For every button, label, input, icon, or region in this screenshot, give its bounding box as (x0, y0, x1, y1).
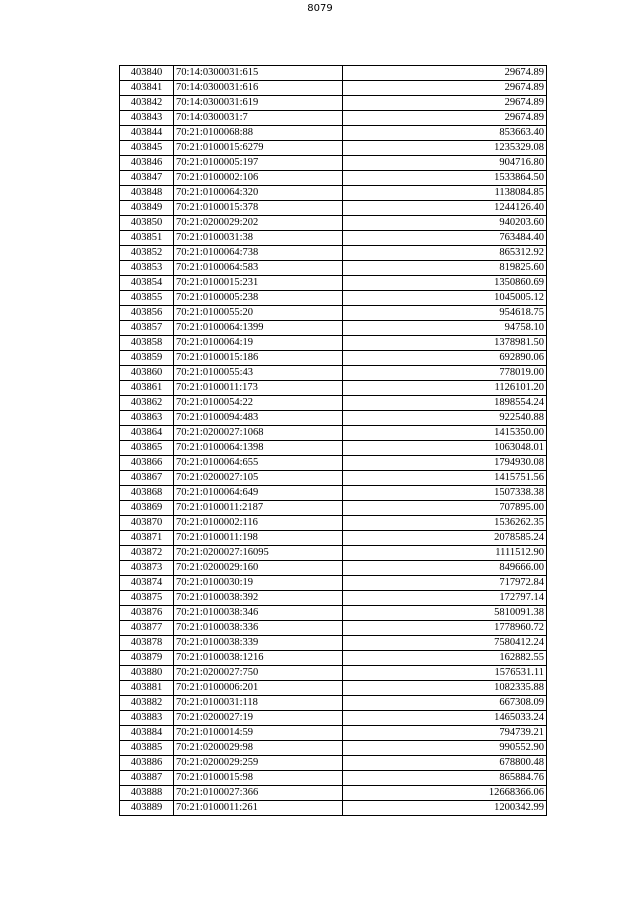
table-row (120, 696, 547, 711)
cadastral-value-cell: 1111512.90 (343, 546, 547, 561)
row-number-cell: 403861 (120, 381, 174, 396)
row-number-cell: 403860 (120, 366, 174, 381)
row-number-cell: 403846 (120, 156, 174, 171)
cadastral-number-cell: 70:21:0100015:186 (174, 351, 343, 366)
cadastral-number-cell: 70:21:0100038:339 (174, 636, 343, 651)
table-row (120, 186, 547, 201)
cadastral-number-cell: 70:14:0300031:619 (174, 96, 343, 111)
cadastral-number-cell: 70:21:0100015:231 (174, 276, 343, 291)
cadastral-number-cell: 70:21:0100055:20 (174, 306, 343, 321)
row-number-cell: 403844 (120, 126, 174, 141)
cadastral-value-cell: 707895.00 (343, 501, 547, 516)
cadastral-number-cell: 70:21:0200029:202 (174, 216, 343, 231)
cadastral-number-cell: 70:21:0100011:2187 (174, 501, 343, 516)
row-number-cell: 403862 (120, 396, 174, 411)
cadastral-number-cell: 70:21:0100014:59 (174, 726, 343, 741)
table-row (120, 276, 547, 291)
table-row (120, 711, 547, 726)
cadastral-value-cell: 162882.55 (343, 651, 547, 666)
cadastral-value-cell: 954618.75 (343, 306, 547, 321)
cadastral-value-cell: 763484.40 (343, 231, 547, 246)
cadastral-value-cell: 5810091.38 (343, 606, 547, 621)
row-number-cell: 403887 (120, 771, 174, 786)
table-row (120, 426, 547, 441)
cadastral-value-cell: 29674.89 (343, 111, 547, 126)
row-number-cell: 403855 (120, 291, 174, 306)
cadastral-value-cell: 1378981.50 (343, 336, 547, 351)
row-number-cell: 403875 (120, 591, 174, 606)
cadastral-value-cell: 667308.09 (343, 696, 547, 711)
cadastral-number-cell: 70:21:0100064:649 (174, 486, 343, 501)
row-number-cell: 403865 (120, 441, 174, 456)
table-row (120, 606, 547, 621)
row-number-cell: 403850 (120, 216, 174, 231)
cadastral-number-cell: 70:21:0200027:1068 (174, 426, 343, 441)
row-number-cell: 403857 (120, 321, 174, 336)
cadastral-value-cell: 940203.60 (343, 216, 547, 231)
cadastral-number-cell: 70:21:0100064:583 (174, 261, 343, 276)
row-number-cell: 403880 (120, 666, 174, 681)
cadastral-number-cell: 70:21:0200029:98 (174, 741, 343, 756)
table-row (120, 441, 547, 456)
cadastral-value-cell: 1415751.56 (343, 471, 547, 486)
cadastral-number-cell: 70:14:0300031:616 (174, 81, 343, 96)
cadastral-number-cell: 70:21:0200027:16095 (174, 546, 343, 561)
table-row (120, 411, 547, 426)
cadastral-value-cell: 849666.00 (343, 561, 547, 576)
row-number-cell: 403858 (120, 336, 174, 351)
cadastral-value-cell: 1465033.24 (343, 711, 547, 726)
row-number-cell: 403885 (120, 741, 174, 756)
cadastral-value-cell: 678800.48 (343, 756, 547, 771)
table-row (120, 621, 547, 636)
cadastral-value-cell: 1507338.38 (343, 486, 547, 501)
table-row (120, 636, 547, 651)
table-row (120, 381, 547, 396)
cadastral-number-cell: 70:21:0100030:19 (174, 576, 343, 591)
cadastral-value-cell: 865312.92 (343, 246, 547, 261)
table-row (120, 321, 547, 336)
cadastral-value-cell: 1415350.00 (343, 426, 547, 441)
cadastral-value-cell: 819825.60 (343, 261, 547, 276)
row-number-cell: 403878 (120, 636, 174, 651)
row-number-cell: 403872 (120, 546, 174, 561)
row-number-cell: 403856 (120, 306, 174, 321)
row-number-cell: 403874 (120, 576, 174, 591)
cadastral-value-cell: 2078585.24 (343, 531, 547, 546)
table-row (120, 486, 547, 501)
row-number-cell: 403853 (120, 261, 174, 276)
table-row (120, 111, 547, 126)
cadastral-value-cell: 717972.84 (343, 576, 547, 591)
table-row (120, 576, 547, 591)
table-row (120, 561, 547, 576)
table-row (120, 141, 547, 156)
cadastral-value-cell: 1045005.12 (343, 291, 547, 306)
cadastral-value-cell: 29674.89 (343, 96, 547, 111)
cadastral-value-cell: 778019.00 (343, 366, 547, 381)
table-row (120, 786, 547, 801)
cadastral-number-cell: 70:21:0100011:198 (174, 531, 343, 546)
cadastral-number-cell: 70:21:0100064:320 (174, 186, 343, 201)
table-row (120, 156, 547, 171)
cadastral-number-cell: 70:21:0100006:201 (174, 681, 343, 696)
cadastral-value-cell: 1235329.08 (343, 141, 547, 156)
row-number-cell: 403881 (120, 681, 174, 696)
cadastral-value-cell: 1898554.24 (343, 396, 547, 411)
cadastral-number-cell: 70:21:0200029:160 (174, 561, 343, 576)
table-body (120, 66, 547, 816)
cadastral-value-cell: 1536262.35 (343, 516, 547, 531)
table-row (120, 756, 547, 771)
row-number-cell: 403879 (120, 651, 174, 666)
cadastral-number-cell: 70:21:0200027:19 (174, 711, 343, 726)
row-number-cell: 403873 (120, 561, 174, 576)
cadastral-number-cell: 70:21:0100005:197 (174, 156, 343, 171)
table-row (120, 216, 547, 231)
cadastral-number-cell: 70:21:0100055:43 (174, 366, 343, 381)
row-number-cell: 403868 (120, 486, 174, 501)
table-row (120, 96, 547, 111)
cadastral-number-cell: 70:21:0100015:378 (174, 201, 343, 216)
cadastral-number-cell: 70:21:0100038:1216 (174, 651, 343, 666)
cadastral-number-cell: 70:14:0300031:615 (174, 66, 343, 81)
cadastral-number-cell: 70:21:0100064:738 (174, 246, 343, 261)
cadastral-value-cell: 1576531.11 (343, 666, 547, 681)
table-row (120, 351, 547, 366)
table-row (120, 771, 547, 786)
cadastral-number-cell: 70:21:0100064:1399 (174, 321, 343, 336)
cadastral-value-cell: 1778960.72 (343, 621, 547, 636)
table-row (120, 201, 547, 216)
cadastral-number-cell: 70:21:0100038:392 (174, 591, 343, 606)
cadastral-value-cell: 12668366.06 (343, 786, 547, 801)
cadastral-value-cell: 94758.10 (343, 321, 547, 336)
cadastral-value-cell: 1082335.88 (343, 681, 547, 696)
row-number-cell: 403889 (120, 801, 174, 816)
cadastral-value-table (119, 65, 547, 816)
row-number-cell: 403886 (120, 756, 174, 771)
row-number-cell: 403871 (120, 531, 174, 546)
row-number-cell: 403848 (120, 186, 174, 201)
cadastral-number-cell: 70:14:0300031:7 (174, 111, 343, 126)
row-number-cell: 403884 (120, 726, 174, 741)
row-number-cell: 403847 (120, 171, 174, 186)
cadastral-value-cell: 1063048.01 (343, 441, 547, 456)
cadastral-value-cell: 922540.88 (343, 411, 547, 426)
cadastral-value-cell: 1533864.50 (343, 171, 547, 186)
row-number-cell: 403888 (120, 786, 174, 801)
row-number-cell: 403876 (120, 606, 174, 621)
row-number-cell: 403859 (120, 351, 174, 366)
row-number-cell: 403870 (120, 516, 174, 531)
cadastral-value-cell: 853663.40 (343, 126, 547, 141)
cadastral-number-cell: 70:21:0100054:22 (174, 396, 343, 411)
table-row (120, 591, 547, 606)
cadastral-value-cell: 904716.80 (343, 156, 547, 171)
table-row (120, 306, 547, 321)
cadastral-number-cell: 70:21:0100064:19 (174, 336, 343, 351)
table-row (120, 126, 547, 141)
cadastral-number-cell: 70:21:0100011:173 (174, 381, 343, 396)
cadastral-value-cell: 1794930.08 (343, 456, 547, 471)
row-number-cell: 403867 (120, 471, 174, 486)
table-row (120, 546, 547, 561)
cadastral-number-cell: 70:21:0100002:106 (174, 171, 343, 186)
table-row (120, 516, 547, 531)
cadastral-number-cell: 70:21:0100005:238 (174, 291, 343, 306)
table-row (120, 726, 547, 741)
table-row (120, 741, 547, 756)
row-number-cell: 403864 (120, 426, 174, 441)
cadastral-number-cell: 70:21:0100064:655 (174, 456, 343, 471)
row-number-cell: 403863 (120, 411, 174, 426)
table-row (120, 471, 547, 486)
table-row (120, 666, 547, 681)
cadastral-number-cell: 70:21:0100094:483 (174, 411, 343, 426)
row-number-cell: 403866 (120, 456, 174, 471)
table-row (120, 681, 547, 696)
cadastral-number-cell: 70:21:0100038:346 (174, 606, 343, 621)
table-row (120, 66, 547, 81)
cadastral-value-cell: 29674.89 (343, 66, 547, 81)
cadastral-number-cell: 70:21:0200027:105 (174, 471, 343, 486)
cadastral-number-cell: 70:21:0100068:88 (174, 126, 343, 141)
row-number-cell: 403841 (120, 81, 174, 96)
cadastral-value-cell: 1126101.20 (343, 381, 547, 396)
cadastral-value-cell: 865884.76 (343, 771, 547, 786)
cadastral-number-cell: 70:21:0100064:1398 (174, 441, 343, 456)
table-row (120, 171, 547, 186)
table-row (120, 651, 547, 666)
cadastral-number-cell: 70:21:0100031:38 (174, 231, 343, 246)
row-number-cell: 403851 (120, 231, 174, 246)
cadastral-value-cell: 172797.14 (343, 591, 547, 606)
table-row (120, 336, 547, 351)
cadastral-value-cell: 29674.89 (343, 81, 547, 96)
cadastral-value-cell: 1200342.99 (343, 801, 547, 816)
cadastral-value-cell: 990552.90 (343, 741, 547, 756)
cadastral-number-cell: 70:21:0100031:118 (174, 696, 343, 711)
table-row (120, 366, 547, 381)
table-row (120, 531, 547, 546)
row-number-cell: 403845 (120, 141, 174, 156)
table-row (120, 501, 547, 516)
row-number-cell: 403854 (120, 276, 174, 291)
row-number-cell: 403849 (120, 201, 174, 216)
cadastral-value-cell: 692890.06 (343, 351, 547, 366)
row-number-cell: 403869 (120, 501, 174, 516)
row-number-cell: 403843 (120, 111, 174, 126)
row-number-cell: 403840 (120, 66, 174, 81)
cadastral-number-cell: 70:21:0200027:750 (174, 666, 343, 681)
cadastral-number-cell: 70:21:0100002:116 (174, 516, 343, 531)
table-row (120, 396, 547, 411)
row-number-cell: 403852 (120, 246, 174, 261)
cadastral-value-cell: 1138084.85 (343, 186, 547, 201)
cadastral-number-cell: 70:21:0100011:261 (174, 801, 343, 816)
table-row (120, 261, 547, 276)
cadastral-number-cell: 70:21:0100027:366 (174, 786, 343, 801)
row-number-cell: 403882 (120, 696, 174, 711)
page-number: 8079 (307, 3, 333, 14)
cadastral-value-cell: 794739.21 (343, 726, 547, 741)
cadastral-number-cell: 70:21:0200029:259 (174, 756, 343, 771)
table-row (120, 456, 547, 471)
cadastral-value-cell: 7580412.24 (343, 636, 547, 651)
cadastral-number-cell: 70:21:0100015:6279 (174, 141, 343, 156)
row-number-cell: 403877 (120, 621, 174, 636)
table-row (120, 801, 547, 816)
table-row (120, 81, 547, 96)
table-row (120, 246, 547, 261)
cadastral-value-cell: 1350860.69 (343, 276, 547, 291)
table-row (120, 291, 547, 306)
cadastral-number-cell: 70:21:0100015:98 (174, 771, 343, 786)
row-number-cell: 403842 (120, 96, 174, 111)
cadastral-value-cell: 1244126.40 (343, 201, 547, 216)
table-row (120, 231, 547, 246)
row-number-cell: 403883 (120, 711, 174, 726)
cadastral-number-cell: 70:21:0100038:336 (174, 621, 343, 636)
